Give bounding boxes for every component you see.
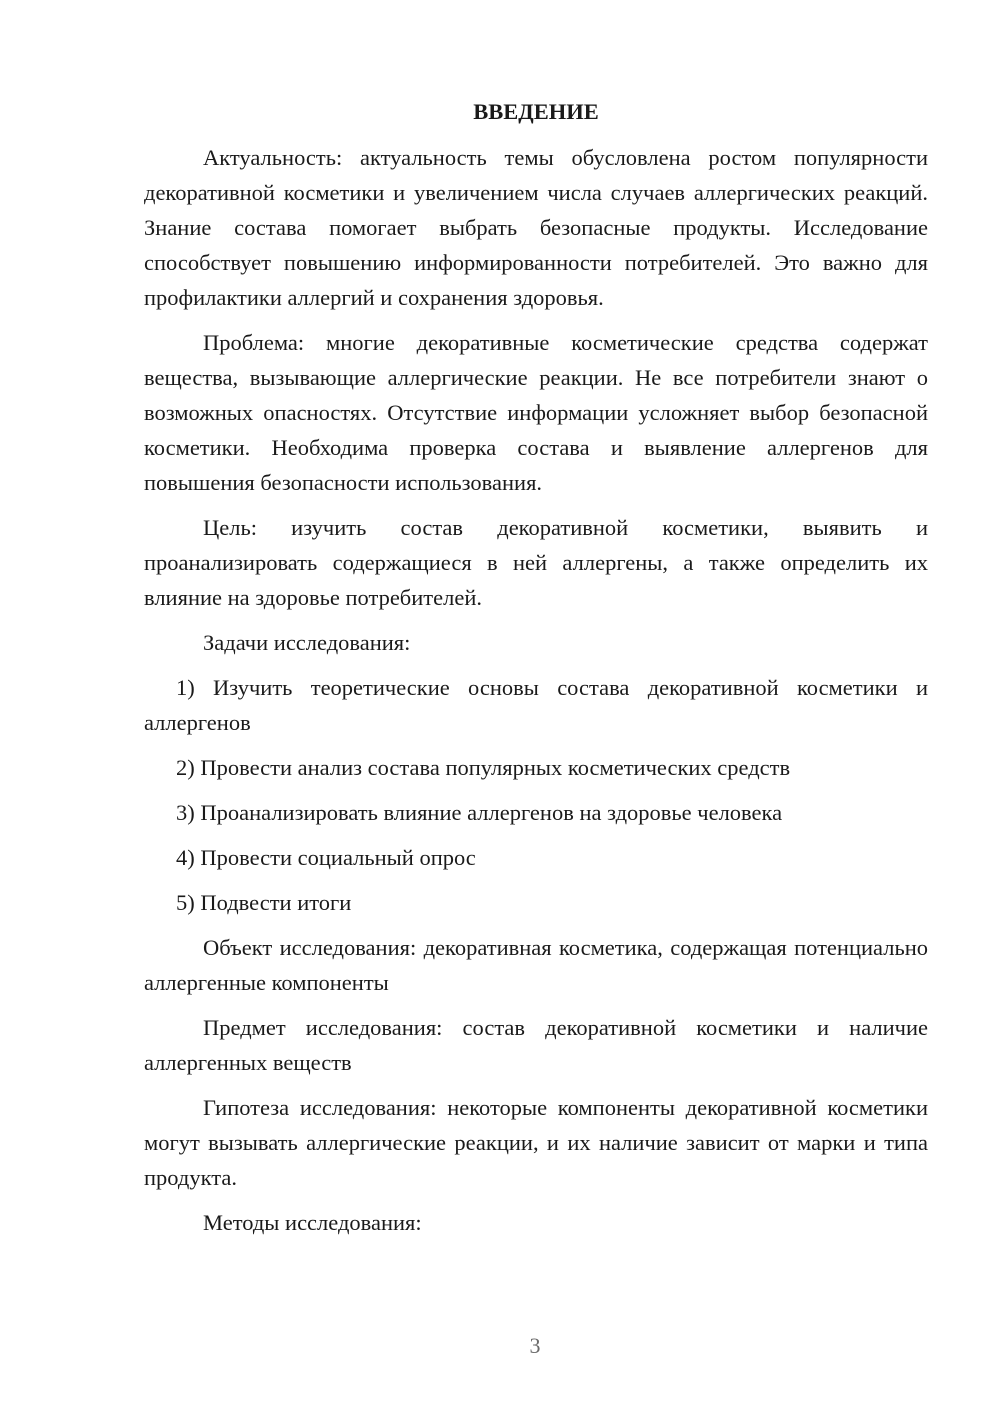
section-heading: ВВЕДЕНИЕ (473, 99, 599, 124)
methods-title: Методы исследования: (203, 1210, 422, 1235)
page-number: 3 (529, 1333, 541, 1358)
task-item-5: 5) Подвести итоги (176, 890, 352, 915)
subject-paragraph: Предмет исследования: состав декоративной косметики и наличие аллергенных веществ (144, 1015, 928, 1075)
problem-paragraph: Проблема: многие декоративные косметические средства содержат вещества, вызывающие аллергические реакции. Не все потребители знают о возможных опасностях. Отсутствие информации усложняет выбор безопасной косметики. Необходима проверка состава и выявление аллергенов для повышения безопасности использования. (144, 330, 928, 495)
relevance-paragraph: Актуальность: актуальность темы обусловлена ростом популярности декоративной косметики и увеличением числа случаев аллергических реакций. Знание состава помогает выбрать безопасные продукты. Исследование способствует повышению информированности потребителей. Это важно для профилактики аллергий и сохранения здоровья. (144, 145, 928, 310)
hypothesis-paragraph: Гипотеза исследования: некоторые компоненты декоративной косметики могут вызывать аллергические реакции, и их наличие зависит от марки и типа продукта. (144, 1095, 928, 1190)
task-item-2: 2) Провести анализ состава популярных косметических средств (176, 755, 791, 780)
tasks-title: Задачи исследования: (203, 630, 411, 655)
task-item-1: 1) Изучить теоретические основы состава декоративной косметики и аллергенов (144, 675, 928, 735)
goal-paragraph: Цель: изучить состав декоративной косметики, выявить и проанализировать содержащиеся в ней аллергены, а также определить их влияние на здоровье потребителей. (144, 515, 928, 610)
object-paragraph: Объект исследования: декоративная косметика, содержащая потенциально аллергенные компоненты (144, 935, 928, 995)
task-item-4: 4) Провести социальный опрос (176, 845, 476, 870)
page-content (144, 94, 928, 1250)
task-item-3: 3) Проанализировать влияние аллергенов на здоровье человека (176, 800, 783, 825)
tasks-list (144, 670, 928, 920)
